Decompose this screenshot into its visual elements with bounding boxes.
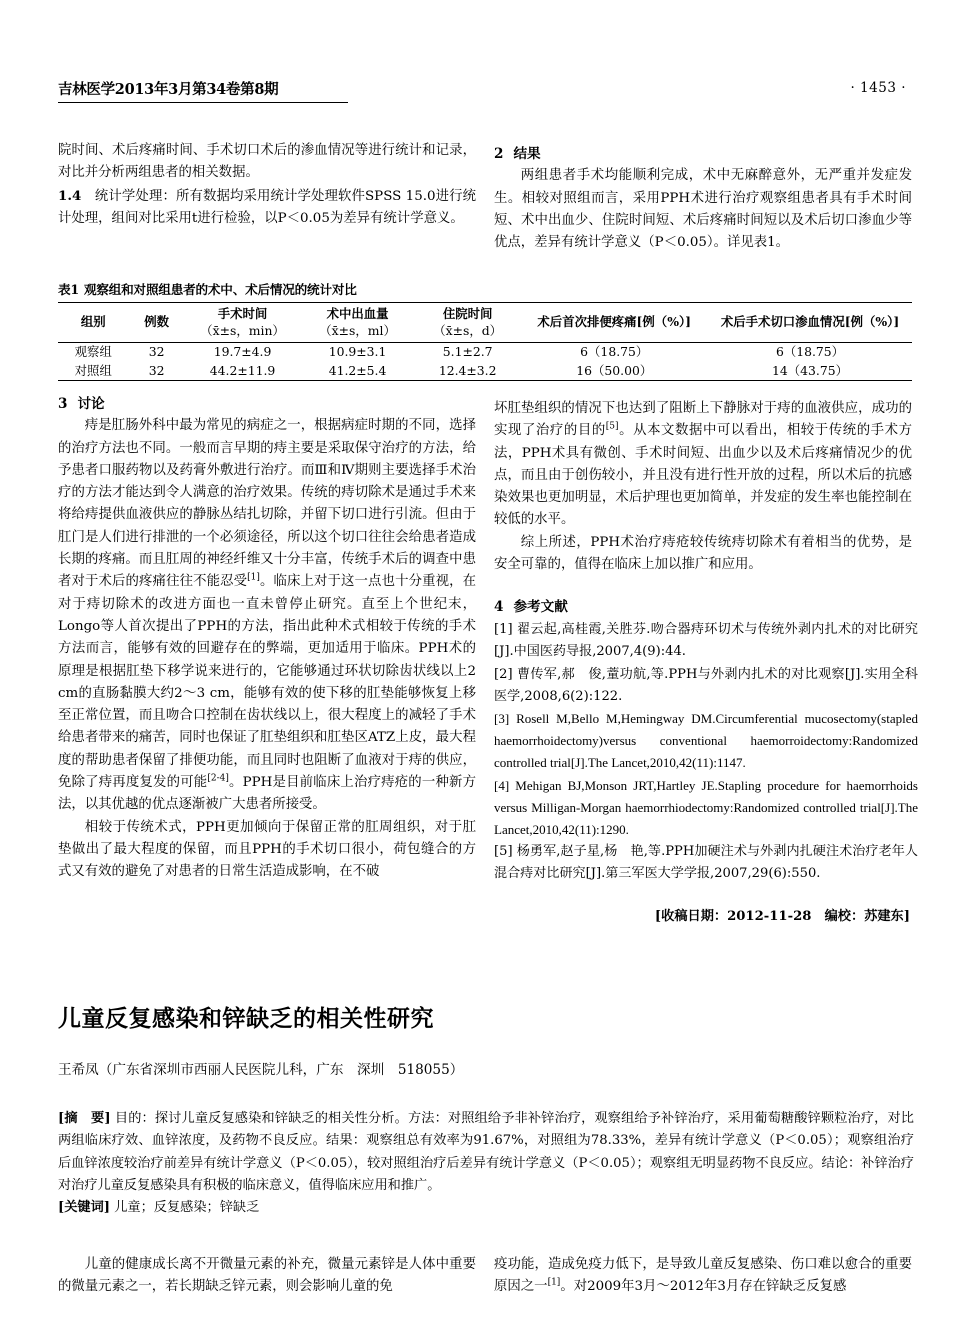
discussion-paragraph-2-left: 相较于传统术式，PPH更加倾向于保留正常的肛周组织，对于肛垫做出了最大程度的保留，而且PPH的手术切口很小，荷包缝合的方式又有效的避免了对患者的日常生活造成影响，在不破 bbox=[58, 819, 476, 880]
received-date-line: [收稿日期：2012-11-28 编校：苏建东] bbox=[654, 909, 910, 924]
reference-item bbox=[494, 619, 918, 663]
article2-author-affiliation: 王希凤（广东省深圳市西丽人民医院儿科，广东 深圳 518055） bbox=[58, 1062, 464, 1078]
cell-hospital-stay: 12.4±3.2 bbox=[438, 362, 497, 378]
reference-text: 杨勇军,赵子星,杨 艳,等.PPH加硬注术与外剥内扎硬注术治疗老年人混合痔对比研究[J].第三军医大学学报,2007,29(6):550. bbox=[494, 844, 918, 882]
reference-marker: [2] bbox=[494, 666, 513, 682]
section-1-4-text: 统计学处理：所有数据均采用统计学处理软件SPSS 15.0进行统计处理，组间对比采用t进行检验，以P＜0.05为差异有统计学意义。 bbox=[58, 188, 476, 226]
statistics-table-block bbox=[58, 279, 912, 381]
cell-blood-loss: 41.2±5.4 bbox=[328, 362, 387, 378]
reference-text: 曹传军,郝 俊,蕫功航,等.PPH与外剥内扎术的对比观察[J].实用全科医学,2008,6(2):122. bbox=[494, 666, 918, 704]
cell-defecation-pain: 6（18.75） bbox=[580, 344, 649, 359]
section-4-number: 4 bbox=[494, 599, 504, 615]
reference-text: Mehigan BJ,Monson JRT,Hartley JE.Stapling procedure for haemorrhoids versus Milligan-Morgan haemorrhiodectomy:Randomized controlled trial[J].The Lancet,2010,42(11):1290. bbox=[494, 777, 918, 838]
section-2-title: 结果 bbox=[513, 146, 541, 162]
cell-operation-time: 19.7±4.9 bbox=[213, 344, 272, 359]
cell-cases: 32 bbox=[148, 362, 165, 378]
section-3-heading bbox=[58, 393, 476, 415]
discussion-p1-part1: 痔是肛肠外科中最为常见的病症之一，根据病症时期的不同，选择的治疗方法也不同。一般而言早期的痔主要是采取保守治疗的方法，给予患者口服药物以及药膏外敷进行治疗。而Ⅲ和Ⅳ期则主要选择手术治疗的方法才能达到令人满意的治疗效果。传统的痔切除术是通过手术来将给痔提供血液供应的静脉丛结扎切除，并留下切口进行引流。但由于肛门是人们进行排泄的一个必须途径，所以这个切口往往会给患者造成长期的疼痛。而且肛周的神经纤维又十分丰富，传统手术后的调查中患者对于术后的疼痛往往不能忍受 bbox=[58, 418, 476, 590]
header-rule bbox=[58, 102, 348, 103]
table-caption bbox=[58, 279, 912, 298]
reference-text: 翟云起,高桂霞,关胜芬.吻合器痔环切术与传统外剥内扎术的对比研究[J].中国医药导报,2007,4(9):44. bbox=[494, 622, 918, 660]
reference-marker: [4] bbox=[494, 777, 510, 793]
reference-item bbox=[494, 775, 918, 842]
discussion-p2-part1: 坏肛垫组织的情况下也达到了阻断上下静脉对于痔的血液供应，成功的实现了治疗的目的 bbox=[494, 401, 912, 439]
abstract-text: 目的：探讨儿童反复感染和锌缺乏的相关性分析。方法：对照组给予非补锌治疗，观察组给予补锌治疗，采用葡萄糖酸锌颗粒治疗，对比两组临床疗效、血锌浓度，及药物不良反应。结果：观察组总有效率为91.67%，对照组为78.33%，差异有统计学意义（P＜0.05）；观察组治疗后血锌浓度较治疗前差异有统计学意义（P＜0.05），较对照组治疗后差异有统计学意义（P＜0.05）；观察组无明显药物不良反应。结论：补锌治疗对治疗儿童反复感染具有积极的临床意义，值得临床应用和推广。 bbox=[58, 1111, 914, 1194]
section-2-heading bbox=[494, 143, 912, 165]
section-3-title: 讨论 bbox=[77, 396, 105, 412]
th-blood-loss: 术中出血量 （x̄±s，ml） bbox=[300, 303, 415, 343]
cell-defecation-pain: 16（50.00） bbox=[576, 362, 653, 378]
discussion-p1-part3: 。PPH是目前临床上治疗痔疮的一种新方法，以其优越的优点逐渐被广大患者所接受。 bbox=[58, 775, 476, 813]
th-wound-bleeding: 术后手术切口渗血情况[例（%）] bbox=[708, 303, 912, 343]
cell-blood-loss: 10.9±3.1 bbox=[328, 344, 387, 359]
table-row bbox=[58, 362, 912, 381]
running-head bbox=[58, 78, 912, 104]
discussion-p1-part2: 。临床上对于这一点也十分重视，在对于痔切除术的改进方面也一直未曾停止研究。直至上个世纪末，Longo等人首次提出了PPH的方法，指出此种术式相较于传统的手术方法而言，能够有效的回避存在的弊端，更加适用于临床。PPH术的原理是根据肛垫下移学说来进行的，它能够通过环状切除齿状线以上2 cm的直肠黏膜大约2～3 cm，能够有效的使下移的肛垫能够恢复上移至正常位置，而且吻合口控制在齿状线以上，很大程度上的减轻了手术给患者带来的痛苦，同时也保证了肛垫组织和肛垫区ATZ上皮，最大程度的帮助患者保留了排便功能，而且同时也阻断了血液对于痔的供应，免除了痔再度复发的可能 bbox=[58, 574, 477, 791]
cell-group: 观察组 bbox=[74, 344, 112, 359]
reference-item bbox=[494, 664, 918, 708]
discussion-left-column bbox=[58, 393, 476, 884]
page-number: · 1453 · bbox=[850, 80, 906, 96]
keywords-label: [关键词] bbox=[58, 1200, 111, 1215]
article2-intro-right bbox=[494, 1254, 912, 1299]
discussion-paragraph-3: 综上所述，PPH术治疗痔疮较传统痔切除术有着相当的优势，是安全可靠的，值得在临床上加以推广和应用。 bbox=[494, 534, 912, 573]
citation-ref-5: [5] bbox=[605, 421, 619, 432]
article2-title: 儿童反复感染和锌缺乏的相关性研究 bbox=[58, 1005, 434, 1032]
right-column-top bbox=[494, 143, 912, 254]
reference-marker: [5] bbox=[494, 844, 513, 860]
th-defecation-pain: 术后首次排便疼痛[例（%）] bbox=[520, 303, 708, 343]
cell-wound-bleeding: 14（43.75） bbox=[771, 362, 849, 378]
abstract-label: [摘 要] bbox=[58, 1111, 111, 1126]
table-caption-text: 观察组和对照组患者的术中、术后情况的统计对比 bbox=[83, 282, 357, 297]
cell-cases: 32 bbox=[148, 344, 165, 359]
cell-hospital-stay: 5.1±2.7 bbox=[442, 344, 493, 359]
th-hospital-stay: 住院时间 （x̄±s，d） bbox=[415, 303, 521, 343]
th-operation-time: 手术时间 （x̄±s，min） bbox=[185, 303, 300, 343]
article2-body-left bbox=[58, 1254, 476, 1299]
article2-intro-right-part1: 疫功能，造成免疫力低下，是导致儿童反复感染、伤口难以愈合的重要原因之一 bbox=[494, 1257, 912, 1295]
article2-intro-left: 儿童的健康成长离不开微量元素的补充，微量元素锌是人体中重要的微量元素之一，若长期缺乏锌元素，则会影响儿童的免 bbox=[58, 1257, 476, 1295]
reference-marker: [1] bbox=[494, 622, 513, 638]
section-1-4 bbox=[58, 185, 476, 231]
reference-item bbox=[494, 708, 918, 775]
section-4-heading bbox=[494, 596, 918, 618]
references-block bbox=[494, 596, 918, 886]
section-3-number: 3 bbox=[58, 396, 68, 412]
keywords-text: 儿童；反复感染；锌缺乏 bbox=[114, 1200, 260, 1215]
continued-paragraph: 院时间、术后疼痛时间、手术切口术后的渗血情况等进行统计和记录，对比并分析两组患者的相关数据。 bbox=[58, 143, 476, 181]
reference-marker: [3] bbox=[494, 711, 510, 727]
table-caption-number: 表1 bbox=[58, 282, 79, 297]
article2-abstract bbox=[58, 1108, 914, 1198]
table-header-row bbox=[58, 303, 912, 343]
table-row bbox=[58, 343, 912, 362]
section-1-4-number: 1.4 bbox=[58, 187, 82, 204]
cell-wound-bleeding: 6（18.75） bbox=[775, 344, 845, 359]
discussion-paragraph-2-right bbox=[494, 398, 912, 532]
article2-keywords bbox=[58, 1196, 914, 1215]
reference-item bbox=[494, 841, 918, 885]
citation-ref-1: [1] bbox=[247, 572, 260, 583]
reference-text: Rosell M,Bello M,Hemingway DM.Circumferential mucosectomy(stapled haemorrhoidectomy)versus conventional haemorroidectomy:Randomized controlled trial[J].The Lancet,2010,42(11):1147. bbox=[494, 711, 918, 771]
article2-body-right bbox=[494, 1254, 912, 1299]
section-4-title: 参考文献 bbox=[513, 599, 568, 615]
article2-intro-right-part2: 。对2009年3月～2012年3月存在锌缺乏反复感 bbox=[560, 1279, 847, 1295]
discussion-paragraph-1 bbox=[58, 415, 476, 816]
citation-ref-1: [1] bbox=[547, 1277, 561, 1288]
citation-ref-2-4: [2-4] bbox=[207, 773, 229, 784]
discussion-p2-part2: 。从本文数据中可以看出，相较于传统的手术方法，PPH术具有微创、手术时间短、出血少以及术后疼痛情况少的优点，而且由于创伤较小，并且没有进行性开放的过程，所以术后的抗感染效果也更加明显，术后护理也更加简单，并发症的发生率也能控制在较低的水平。 bbox=[494, 423, 913, 528]
cell-group: 对照组 bbox=[74, 362, 112, 378]
left-column-top bbox=[58, 140, 476, 230]
section-2-number: 2 bbox=[494, 146, 504, 162]
journal-issue-line: 吉林医学2013年3月第34卷第8期 bbox=[58, 81, 279, 98]
section-2-paragraph: 两组患者手术均能顺利完成，术中无麻醉意外，无严重并发症发生。相较对照组而言，采用PPH术进行治疗观察组患者具有手术时间短、术中出血少、住院时间短、术后疼痛时间短以及术后切口渗血少等优点，差异有统计学意义（P＜0.05）。详见表1。 bbox=[494, 168, 912, 251]
cell-operation-time: 44.2±11.9 bbox=[209, 362, 276, 378]
th-group: 组别 bbox=[58, 303, 129, 343]
statistics-table bbox=[58, 302, 912, 381]
discussion-right-column bbox=[494, 398, 912, 576]
th-cases: 例数 bbox=[129, 303, 185, 343]
